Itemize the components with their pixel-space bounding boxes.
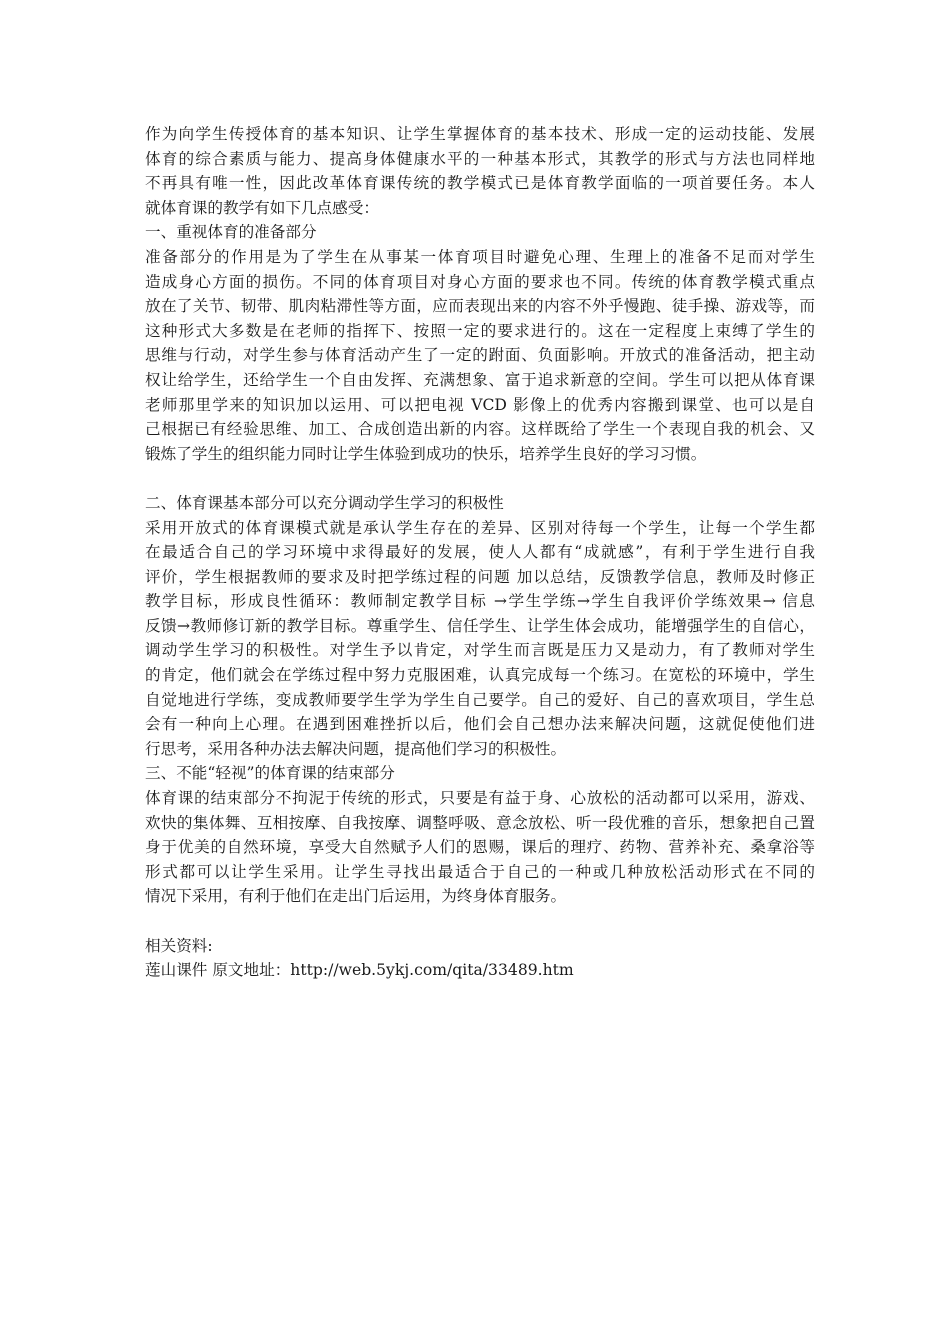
section1-paragraph [145, 245, 815, 466]
text-line: 这种形式大多数是在老师的指挥下、按照一定的要求进行的。这在一定程度上束缚了学生的 [145, 321, 815, 340]
text-line: 体育课的结束部分不拘泥于传统的形式，只要是有益于身、心放松的活动都可以采用，游戏、 [145, 789, 815, 808]
text-line: 反馈→教师修订新的教学目标。尊重学生、信任学生、让学生体会成功，能增强学生的自信心， [145, 616, 815, 635]
blank-line [145, 909, 815, 934]
intro-paragraph [145, 122, 815, 220]
text-line: 会有一种向上心理。在遇到困难挫折以后，他们会自己想办法来解决问题，这就促使他们进 [145, 715, 815, 734]
text-line: 在最适合自己的学习环境中求得最好的发展，使人人都有“成就感”，有利于学生进行自我 [145, 543, 815, 562]
text-line: 老师那里学来的知识加以运用、可以把电视 VCD 影像上的优秀内容搬到课堂、也可以是自 [145, 395, 815, 414]
text-line: 就体育课的教学有如下几点感受： [145, 198, 379, 217]
text-line: 调动学生学习的积极性。对学生予以肯定，对学生而言既是压力又是动力，有了教师对学生 [145, 641, 815, 660]
text-line: 教学目标，形成良性循环：教师制定教学目标 →学生学练→学生自我评价学练效果→ 信息 [145, 592, 815, 611]
article-body [145, 122, 815, 983]
text-line: 行思考，采用各种办法去解决问题，提高他们学习的积极性。 [145, 739, 567, 758]
text-line: 不再具有唯一性，因此改革体育课传统的教学模式已是体育教学面临的一项首要任务。本人 [145, 174, 815, 193]
text-line: 作为向学生传授体育的基本知识、让学生掌握体育的基本技术、形成一定的运动技能、发展 [145, 125, 815, 143]
text-line: 欢快的集体舞、互相按摩、自我按摩、调整呼吸、意念放松、听一段优雅的音乐，想象把自己置 [145, 813, 815, 832]
text-line: 采用开放式的体育课模式就是承认学生存在的差异、区别对待每一个学生，让每一个学生都 [145, 518, 815, 537]
blank-line [145, 466, 815, 491]
text-line: 形式都可以让学生采用。让学生寻找出最适合于自己的一种或几种放松活动形式在不同的 [145, 862, 815, 881]
section-heading: 一、重视体育的准备部分 [145, 223, 317, 242]
text-line: 思维与行动，对学生参与体育活动产生了一定的跗面、负面影响。开放式的准备活动，把主动 [145, 346, 815, 365]
section3-paragraph [145, 786, 815, 909]
text-line: 准备部分的作用是为了学生在从事某一体育项目时避免心理、生理上的准备不足而对学生 [145, 247, 815, 266]
text-line: 评价，学生根据教师的要求及时把学练过程的问题 加以总结，反馈教学信息，教师及时修正 [145, 567, 815, 586]
references-label: 相关资料: [145, 936, 213, 955]
text-line: 体育的综合素质与能力、提高身体健康水平的一种基本形式，其教学的形式与方法也同样地 [145, 149, 815, 168]
text-line: 放在了关节、韧带、肌肉粘滞性等方面，应而表现出来的内容不外乎慢跑、徒手操、游戏等，而 [145, 297, 815, 316]
text-line: 自觉地进行学练，变成教师要学生学为学生自己要学。自己的爱好、自己的喜欢项目，学生总 [145, 690, 815, 709]
text-line: 权让给学生，还给学生一个自由发挥、充满想象、富于追求新意的空间。学生可以把从体育课 [145, 370, 815, 389]
text-line: 的肯定，他们就会在学练过程中努力克服困难，认真完成每一个练习。在宽松的环境中，学生 [145, 666, 815, 685]
section-heading: 二、体育课基本部分可以充分调动学生学习的积极性 [145, 493, 504, 512]
source-link[interactable]: 莲山课件 原文地址：http://web.5ykj.com/qita/33489.htm [145, 961, 574, 980]
text-line: 身于优美的自然环境，享受大自然赋予人们的恩赐，课后的理疗、药物、营养补充、桑拿浴等 [145, 838, 815, 857]
text-line: 己根据已有经验思维、加工、合成创造出新的内容。这样既给了学生一个表现自我的机会、又 [145, 420, 815, 439]
text-line: 情况下采用，有利于他们在走出门后运用，为终身体育服务。 [145, 887, 567, 906]
section-heading: 三、不能“轻视”的体育课的结束部分 [145, 764, 395, 783]
text-line: 锻炼了学生的组织能力同时让学生体验到成功的快乐，培养学生良好的学习习惯。 [145, 444, 707, 463]
text-line: 造成身心方面的损伤。不同的体育项目对身心方面的要求也不同。传统的体育教学模式重点 [145, 272, 815, 291]
section2-paragraph [145, 516, 815, 762]
